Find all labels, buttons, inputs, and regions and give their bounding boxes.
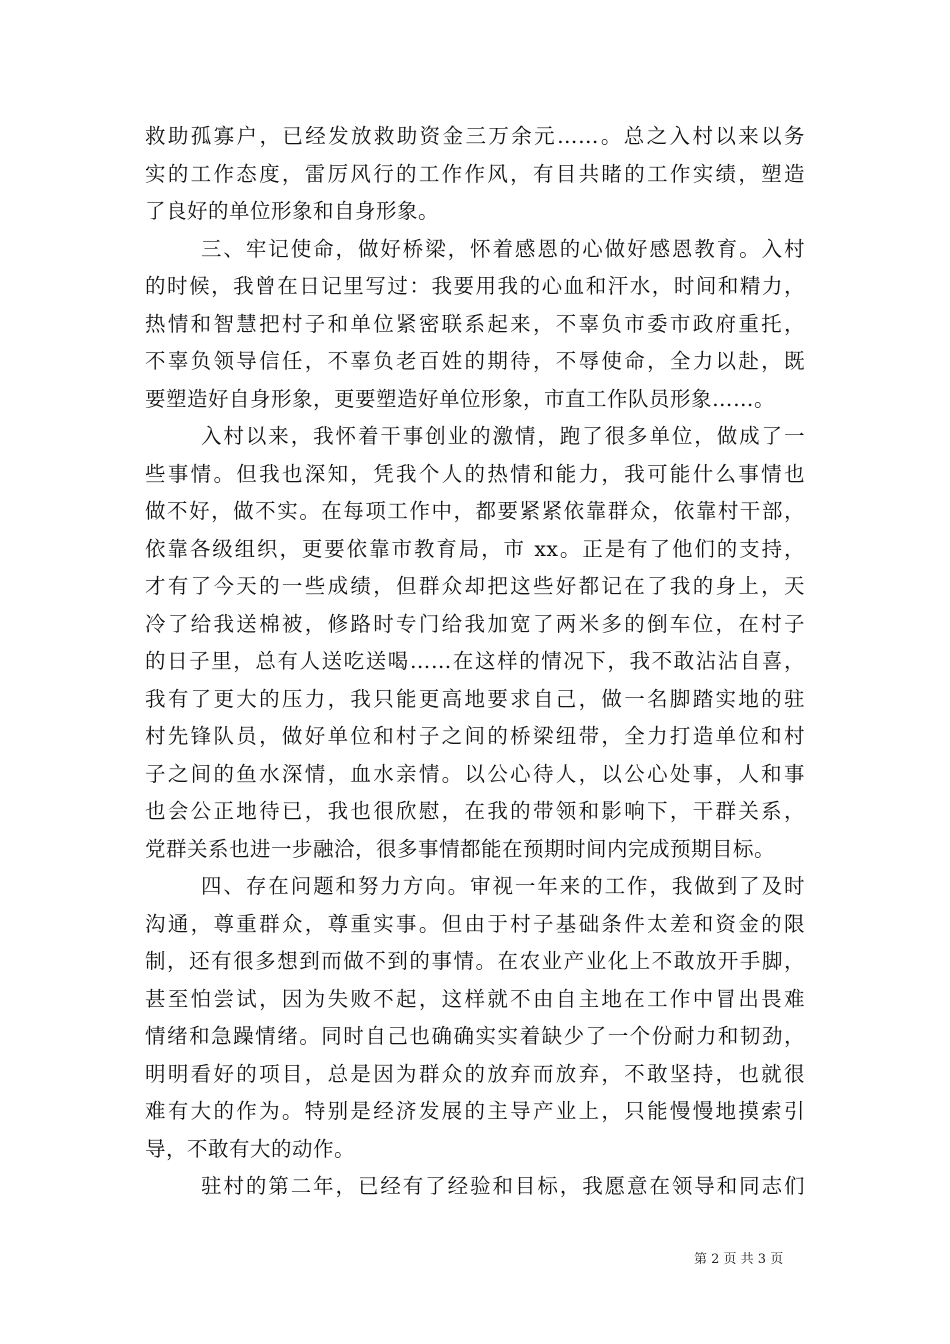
text-line: 情绪和急躁情绪。同时自己也确确实实着缺少了一个份耐力和韧劲，	[145, 1024, 805, 1048]
text-line: 沟通，尊重群众，尊重实事。但由于村子基础条件太差和资金的限	[145, 911, 805, 936]
text-line: 四、存在问题和努力方向。审视一年来的工作，我做到了及时	[201, 874, 805, 898]
text-line: 制，还有很多想到而做不到的事情。在农业产业化上不敢放开手脚，	[145, 949, 805, 973]
text-line: 三、牢记使命，做好桥梁，怀着感恩的心做好感恩教育。入村	[201, 236, 805, 261]
text-line: 救助孤寡户，已经发放救助资金三万余元……。总之入村以来以务	[145, 124, 805, 148]
text-line: 的时候，我曾在日记里写过：我要用我的心血和汗水，时间和精力，	[145, 274, 805, 298]
text-line: 明明看好的项目，总是因为群众的放弃而放弃，不敢坚持，也就很	[145, 1061, 805, 1086]
text-line: 冷了给我送棉被，修路时专门给我加宽了两米多的倒车位，在村子	[145, 611, 805, 636]
text-line: 导，不敢有大的动作。	[145, 1136, 355, 1161]
text-line: 些事情。但我也深知，凭我个人的热情和能力，我可能什么事情也	[145, 461, 805, 486]
text-line: 党群关系也进一步融洽，很多事情都能在预期时间内完成预期目标。	[145, 836, 775, 861]
text-line: 了良好的单位形象和自身形象。	[145, 199, 439, 223]
text-line: 难有大的作为。特别是经济发展的主导产业上，只能慢慢地摸索引	[145, 1099, 805, 1123]
text-line: 村先锋队员，做好单位和村子之间的桥梁纽带，全力打造单位和村	[145, 724, 805, 748]
text-line: 要塑造好自身形象，更要塑造好单位形象，市直工作队员形象……。	[145, 386, 775, 411]
text-line: 入村以来，我怀着干事创业的激情，跑了很多单位，做成了一	[201, 424, 805, 448]
page-number-footer: 第 2 页 共 3 页	[694, 1252, 784, 1267]
text-line: 实的工作态度，雷厉风行的工作作风，有目共睹的工作实绩，塑造	[145, 161, 805, 186]
text-line: 我有了更大的压力，我只能更高地要求自己，做一名脚踏实地的驻	[145, 686, 805, 711]
document-body	[145, 118, 805, 1206]
text-line: 热情和智慧把村子和单位紧密联系起来，不辜负市委市政府重托，	[145, 311, 805, 336]
text-line: 驻村的第二年，已经有了经验和目标，我愿意在领导和同志们	[201, 1174, 805, 1198]
text-line: 也会公正地待已，我也很欣慰，在我的带领和影响下，干群关系，	[145, 799, 805, 823]
text-line: 依靠各级组织，更要依靠市教育局，市 xx。正是有了他们的支持，	[145, 536, 805, 561]
text-line: 做不好，做不实。在每项工作中，都要紧紧依靠群众，依靠村干部，	[145, 499, 805, 523]
text-line: 的日子里，总有人送吃送喝……在这样的情况下，我不敢沾沾自喜，	[145, 649, 805, 673]
text-line: 子之间的鱼水深情，血水亲情。以公心待人，以公心处事，人和事	[145, 761, 805, 786]
text-line: 才有了今天的一些成绩，但群众却把这些好都记在了我的身上，天	[145, 574, 805, 598]
text-line: 不辜负领导信任，不辜负老百姓的期待，不辱使命，全力以赴，既	[145, 349, 805, 373]
text-line: 甚至怕尝试，因为失败不起，这样就不由自主地在工作中冒出畏难	[145, 986, 805, 1011]
